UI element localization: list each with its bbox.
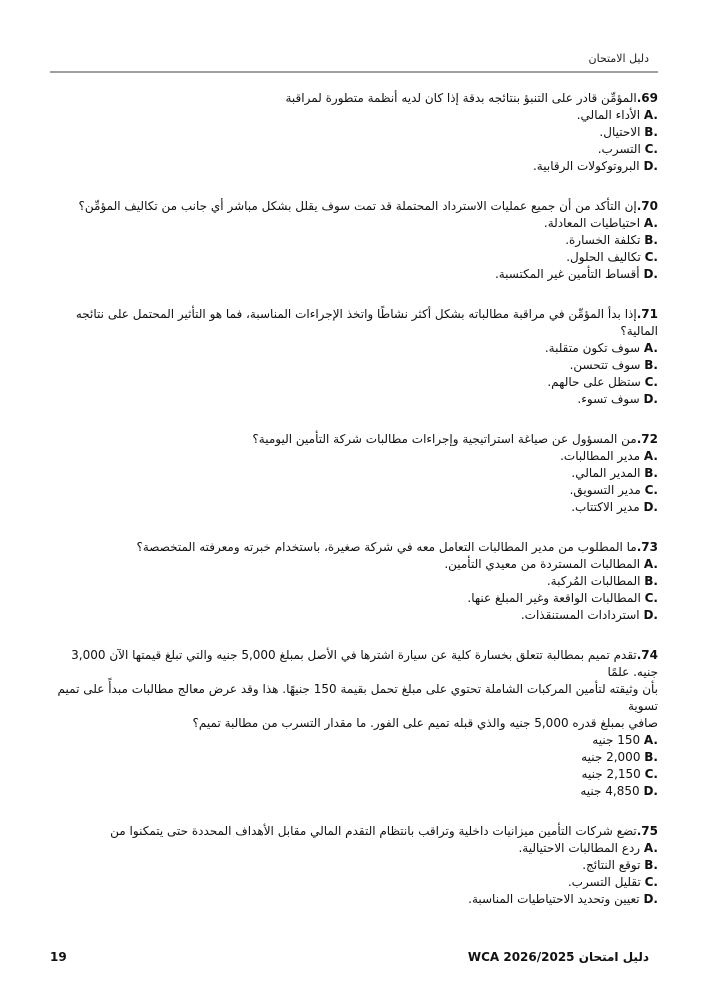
option-letter: A.	[643, 341, 658, 355]
page-header-title: دليل الامتحان	[588, 52, 649, 65]
question-72	[50, 431, 660, 516]
answer-option: D. مدير الاكتتاب.	[571, 500, 658, 514]
answer-option: A. 150 جنيه	[592, 733, 658, 747]
option-letter: D.	[643, 892, 658, 906]
answer-option: C. تقليل التسرب.	[567, 875, 658, 889]
option-letter: C.	[644, 483, 658, 497]
question-text: 75.تضع شركات التأمين ميزانيات داخلية وتراقب بانتظام التقدم المالي مقابل الأهداف المحددة حتى يتمكنوا من	[110, 824, 658, 838]
answer-option: B. الاحتيال.	[599, 125, 658, 139]
question-number: 70.	[636, 199, 658, 213]
answer-option: C. 2,150 جنيه	[581, 767, 658, 781]
answer-option: C. تكاليف الحلول.	[566, 250, 658, 264]
option-letter: B.	[644, 358, 658, 372]
question-number: 73.	[636, 540, 658, 554]
answer-option: B. توقع النتائج.	[582, 858, 658, 872]
answer-option: C. مدير التسويق.	[569, 483, 658, 497]
question-number: 72.	[636, 432, 658, 446]
questions-list	[50, 90, 660, 931]
answer-option: D. سوف تسوء.	[577, 392, 658, 406]
option-letter: B.	[644, 125, 658, 139]
question-text: 69.المؤمِّن قادر على التنبؤ بنتائجه بدقة إذا كان لديه أنظمة متطورة لمراقبة	[285, 91, 658, 105]
answer-option: C. ستظل على حالهم.	[547, 375, 658, 389]
answer-option: D. 4,850 جنيه	[580, 784, 658, 798]
option-letter: D.	[643, 500, 658, 514]
answer-option: C. المطالبات الواقعة وغير المبلغ عنها.	[467, 591, 658, 605]
question-text: 72.من المسؤول عن صياغة استراتيجية وإجراءات مطالبات شركة التأمين اليومية؟	[252, 432, 658, 446]
question-70	[50, 198, 660, 283]
question-text: 73.ما المطلوب من مدير المطالبات التعامل معه في شركة صغيرة، باستخدام خبرته ومعرفته المتخصصة؟	[136, 540, 658, 554]
question-74	[50, 647, 660, 800]
question-text-line: صافي بمبلغ قدره 5,000 جنيه والذي قبله تميم على الفور. ما مقدار التسرب من مطالبة تميم؟	[192, 716, 658, 730]
question-number: 69.	[636, 91, 658, 105]
option-letter: C.	[644, 875, 658, 889]
option-letter: B.	[644, 750, 658, 764]
answer-option: B. 2,000 جنيه	[581, 750, 658, 764]
question-text: 70.إن التأكد من أن جميع عمليات الاسترداد المحتملة قد تمت سوف يقلل بشكل مباشر أي جانب من تكاليف المؤمِّن؟	[78, 199, 658, 213]
option-letter: C.	[644, 767, 658, 781]
option-letter: D.	[643, 784, 658, 798]
answer-option: A. المطالبات المستردة من معيدي التأمين.	[444, 557, 658, 571]
option-letter: B.	[644, 233, 658, 247]
page-number: 19	[50, 950, 67, 964]
question-69	[50, 90, 660, 175]
option-letter: D.	[643, 608, 658, 622]
option-letter: A.	[643, 733, 658, 747]
question-71	[50, 306, 660, 408]
answer-option: B. تكلفة الخسارة.	[565, 233, 658, 247]
answer-option: A. مدير المطالبات.	[560, 449, 658, 463]
question-text: 71.إذا بدأ المؤمِّن في مراقبة مطالباته بشكل أكثر نشاطًا واتخذ الإجراءات المناسبة، فما هو التأثير المحتمل على نتائجه المالية؟	[75, 307, 658, 338]
answer-option: D. تعيين وتحديد الاحتياطيات المناسبة.	[468, 892, 658, 906]
answer-option: B. سوف تتحسن.	[569, 358, 658, 372]
question-number: 74.	[636, 648, 658, 662]
answer-option: B. المطالبات المُركبة.	[546, 574, 658, 588]
answer-option: D. استردادات المستنقذات.	[520, 608, 658, 622]
answer-option: B. المدير المالي.	[571, 466, 658, 480]
option-letter: A.	[643, 841, 658, 855]
option-letter: C.	[644, 591, 658, 605]
option-letter: A.	[643, 108, 658, 122]
question-text-line: بأن وثيقته لتأمين المركبات الشاملة تحتوي على مبلغ تحمل بقيمة 150 جنيهًا. هذا وقد عرض معالج مطالبات مبدأً على تميم تسوية	[57, 682, 658, 713]
footer-title: دليل امتحان WCA 2026/2025	[467, 950, 649, 964]
option-letter: A.	[643, 557, 658, 571]
option-letter: A.	[643, 216, 658, 230]
answer-option: A. سوف تكون متقلبة.	[544, 341, 658, 355]
option-letter: D.	[643, 159, 658, 173]
option-letter: B.	[644, 574, 658, 588]
question-text: 74.تقدم تميم بمطالبة تتعلق بخسارة كلية عن سيارة اشترها في الأصل بمبلغ 5,000 جنيه والتي تبلغ قيمتها الآن 3,000 جنيه. علمًا	[71, 648, 658, 679]
option-letter: D.	[643, 267, 658, 281]
answer-option: D. البروتوكولات الرقابية.	[532, 159, 658, 173]
answer-option: A. احتياطيات المعادلة.	[543, 216, 658, 230]
question-number: 75.	[636, 824, 658, 838]
option-letter: C.	[644, 250, 658, 264]
option-letter: D.	[643, 392, 658, 406]
option-letter: A.	[643, 449, 658, 463]
answer-option: C. التسرب.	[597, 142, 658, 156]
option-letter: C.	[644, 375, 658, 389]
header-divider	[50, 71, 658, 73]
answer-option: D. أقساط التأمين غير المكتسبة.	[494, 267, 658, 281]
option-letter: B.	[644, 858, 658, 872]
answer-option: A. ردع المطالبات الاحتيالية.	[518, 841, 658, 855]
question-number: 71.	[636, 307, 658, 321]
question-75	[50, 823, 660, 908]
option-letter: B.	[644, 466, 658, 480]
question-73	[50, 539, 660, 624]
option-letter: C.	[644, 142, 658, 156]
answer-option: A. الأداء المالي.	[576, 108, 658, 122]
